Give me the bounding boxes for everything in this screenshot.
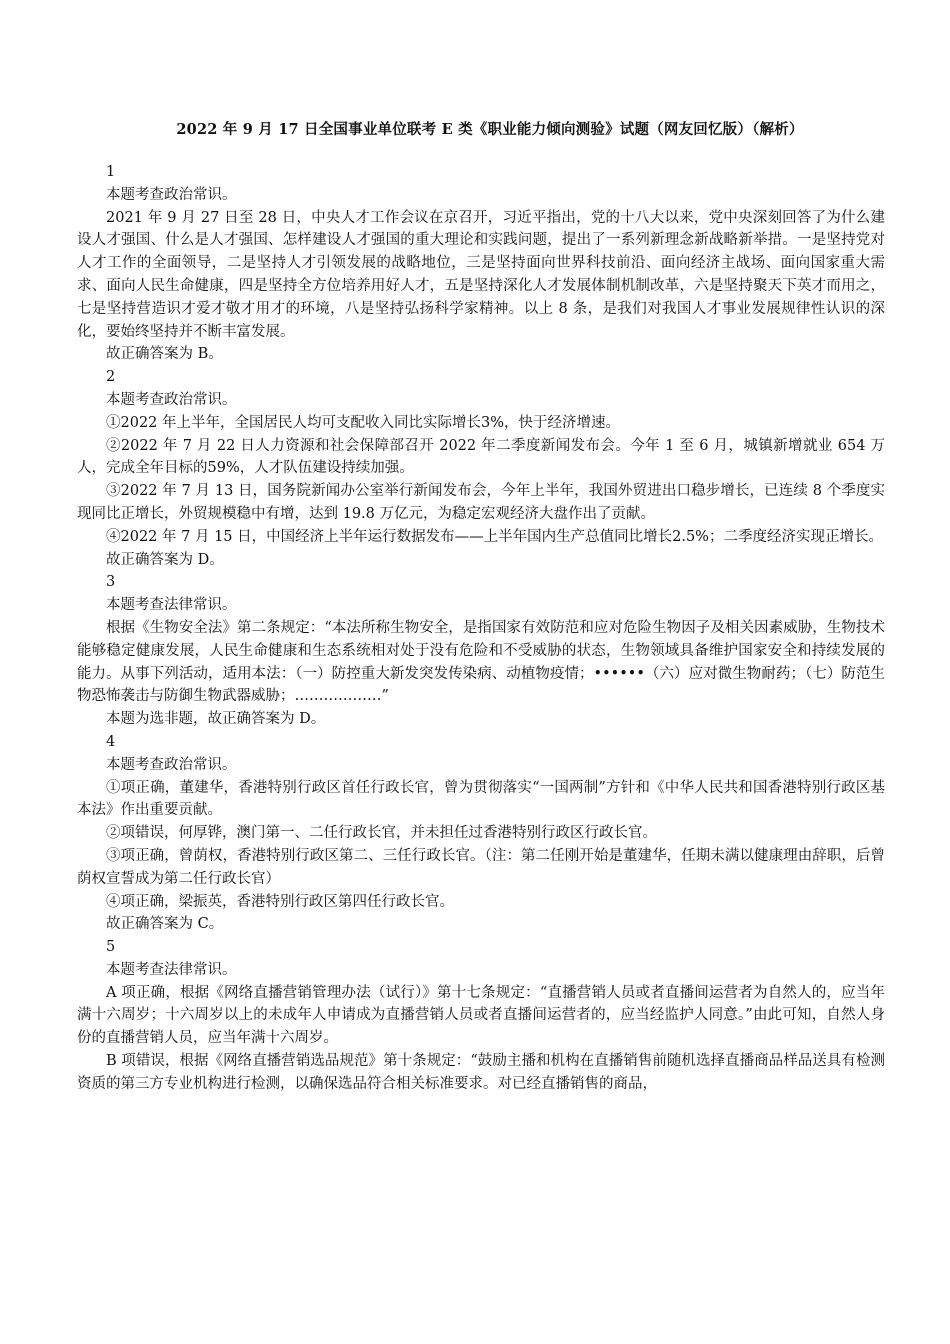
paragraph: 本题考查政治常识。 [106,186,237,203]
paragraph: 本题考查法律常识。 [106,961,237,978]
paragraph: A 项正确，根据《网络直播营销管理办法（试行）》第十七条规定：“直播营销人员或者直播间运营者为自然人的，应当年满十六周岁；十六周岁以上的未成年人申请成为直播营销人员或者直播间运营者的，应当经监护人同意。”由此可知，自然人身份的直播营销人员，应当年满十六周岁。 [77,984,885,1047]
paragraph: 本题考查政治常识。 [106,756,237,773]
paragraph: 根据《生物安全法》第二条规定：“本法所称生物安全，是指国家有效防范和应对危险生物因子及相关因素威胁，生物技术能够稳定健康发展，人民生命健康和生态系统相对处于没有危险和不受威胁的状态，生物领域具备维护国家安全和持续发展的能力。从事下列活动，适用本法：（一）防控重大新发突发传染病、动植物疫情；••••••（六）应对微生物耐药；（七）防范生物恐怖袭击与防御生物武器威胁；………………” [77,619,885,705]
question-2 [77,366,885,571]
paragraph: ②2022 年 7 月 22 日人力资源和社会保障部召开 2022 年二季度新闻发布会。今年 1 至 6 月，城镇新增就业 654 万人，完成全年目标的59%，人才队伍建设持续加强。 [77,437,885,477]
answer-line: 故正确答案为 D。 [106,551,224,568]
question-number: 5 [106,939,116,956]
paragraph: 2021 年 9 月 27 日至 28 日，中央人才工作会议在京召开，习近平指出，党的十八大以来，党中央深刻回答了为什么建设人才强国、什么是人才强国、怎样建设人才强国的重大理论和实践问题，提出了一系列新理念新战略新举措。一是坚持党对人才工作的全面领导，二是坚持人才引领发展的战略地位，三是坚持面向世界科技前沿、面向经济主战场、面向国家重大需求、面向人民生命健康，四是坚持全方位培养用好人才，五是坚持深化人才发展体制机制改革，六是坚持聚天下英才而用之，七是坚持营造识才爱才敬才用才的环境，八是坚持弘扬科学家精神。以上 8 条，是我们对我国人才事业发展规律性认识的深化，要始终坚持并不断丰富发展。 [77,209,885,340]
paragraph: 本题考查政治常识。 [106,391,237,408]
question-number: 1 [106,164,116,180]
paragraph: ①2022 年上半年，全国居民人均可支配收入同比实际增长3%，快于经济增速。 [106,414,621,431]
question-number: 2 [106,369,116,386]
paragraph: ④2022 年 7 月 15 日，中国经济上半年运行数据发布——上半年国内生产总值同比增长2.5%；二季度经济实现正增长。 [106,528,883,545]
question-3 [77,571,885,731]
page-title: 2022 年 9 月 17 日全国事业单位联考 E 类《职业能力倾向测验》试题（网友回忆版）（解析） [176,121,804,138]
paragraph: ①项正确，董建华，香港特别行政区首任行政长官，曾为贯彻落实“一国两制”方针和《中华人民共和国香港特别行政区基本法》作出重要贡献。 [77,779,885,819]
paragraph: 本题考查法律常识。 [106,597,237,614]
document-body [77,161,885,1096]
paragraph: B 项错误，根据《网络直播营销选品规范》第十条规定：“鼓励主播和机构在直播销售前随机选择直播商品样品送具有检测资质的第三方专业机构进行检测，以确保选品符合相关标准要求。对已经直播销售的商品， [77,1053,885,1092]
paragraph: ④项正确，梁振英，香港特别行政区第四任行政长官。 [106,893,454,910]
answer-line: 本题为选非题，故正确答案为 D。 [106,711,326,728]
paragraph: ②项错误，何厚铧，澳门第一、二任行政长官，并未担任过香港特别行政区行政长官。 [106,825,657,842]
question-number: 4 [106,733,116,750]
answer-line: 故正确答案为 B。 [106,346,223,363]
question-number: 3 [106,574,116,591]
question-4 [77,731,885,936]
paragraph: ③2022 年 7 月 13 日，国务院新闻办公室举行新闻发布会，今年上半年，我国外贸进出口稳步增长，已连续 8 个季度实现同比正增长，外贸规模稳中有增，达到 19.8 万亿元，为稳定宏观经济大盘作出了贡献。 [77,483,885,522]
answer-line: 故正确答案为 C。 [106,916,224,933]
question-1 [77,161,885,366]
question-5 [77,936,885,1096]
paragraph: ③项正确，曾荫权，香港特别行政区第二、三任行政长官。（注：第二任刚开始是董建华，任期未满以健康理由辞职，后曾荫权宣誓成为第二任行政长官） [77,847,885,887]
